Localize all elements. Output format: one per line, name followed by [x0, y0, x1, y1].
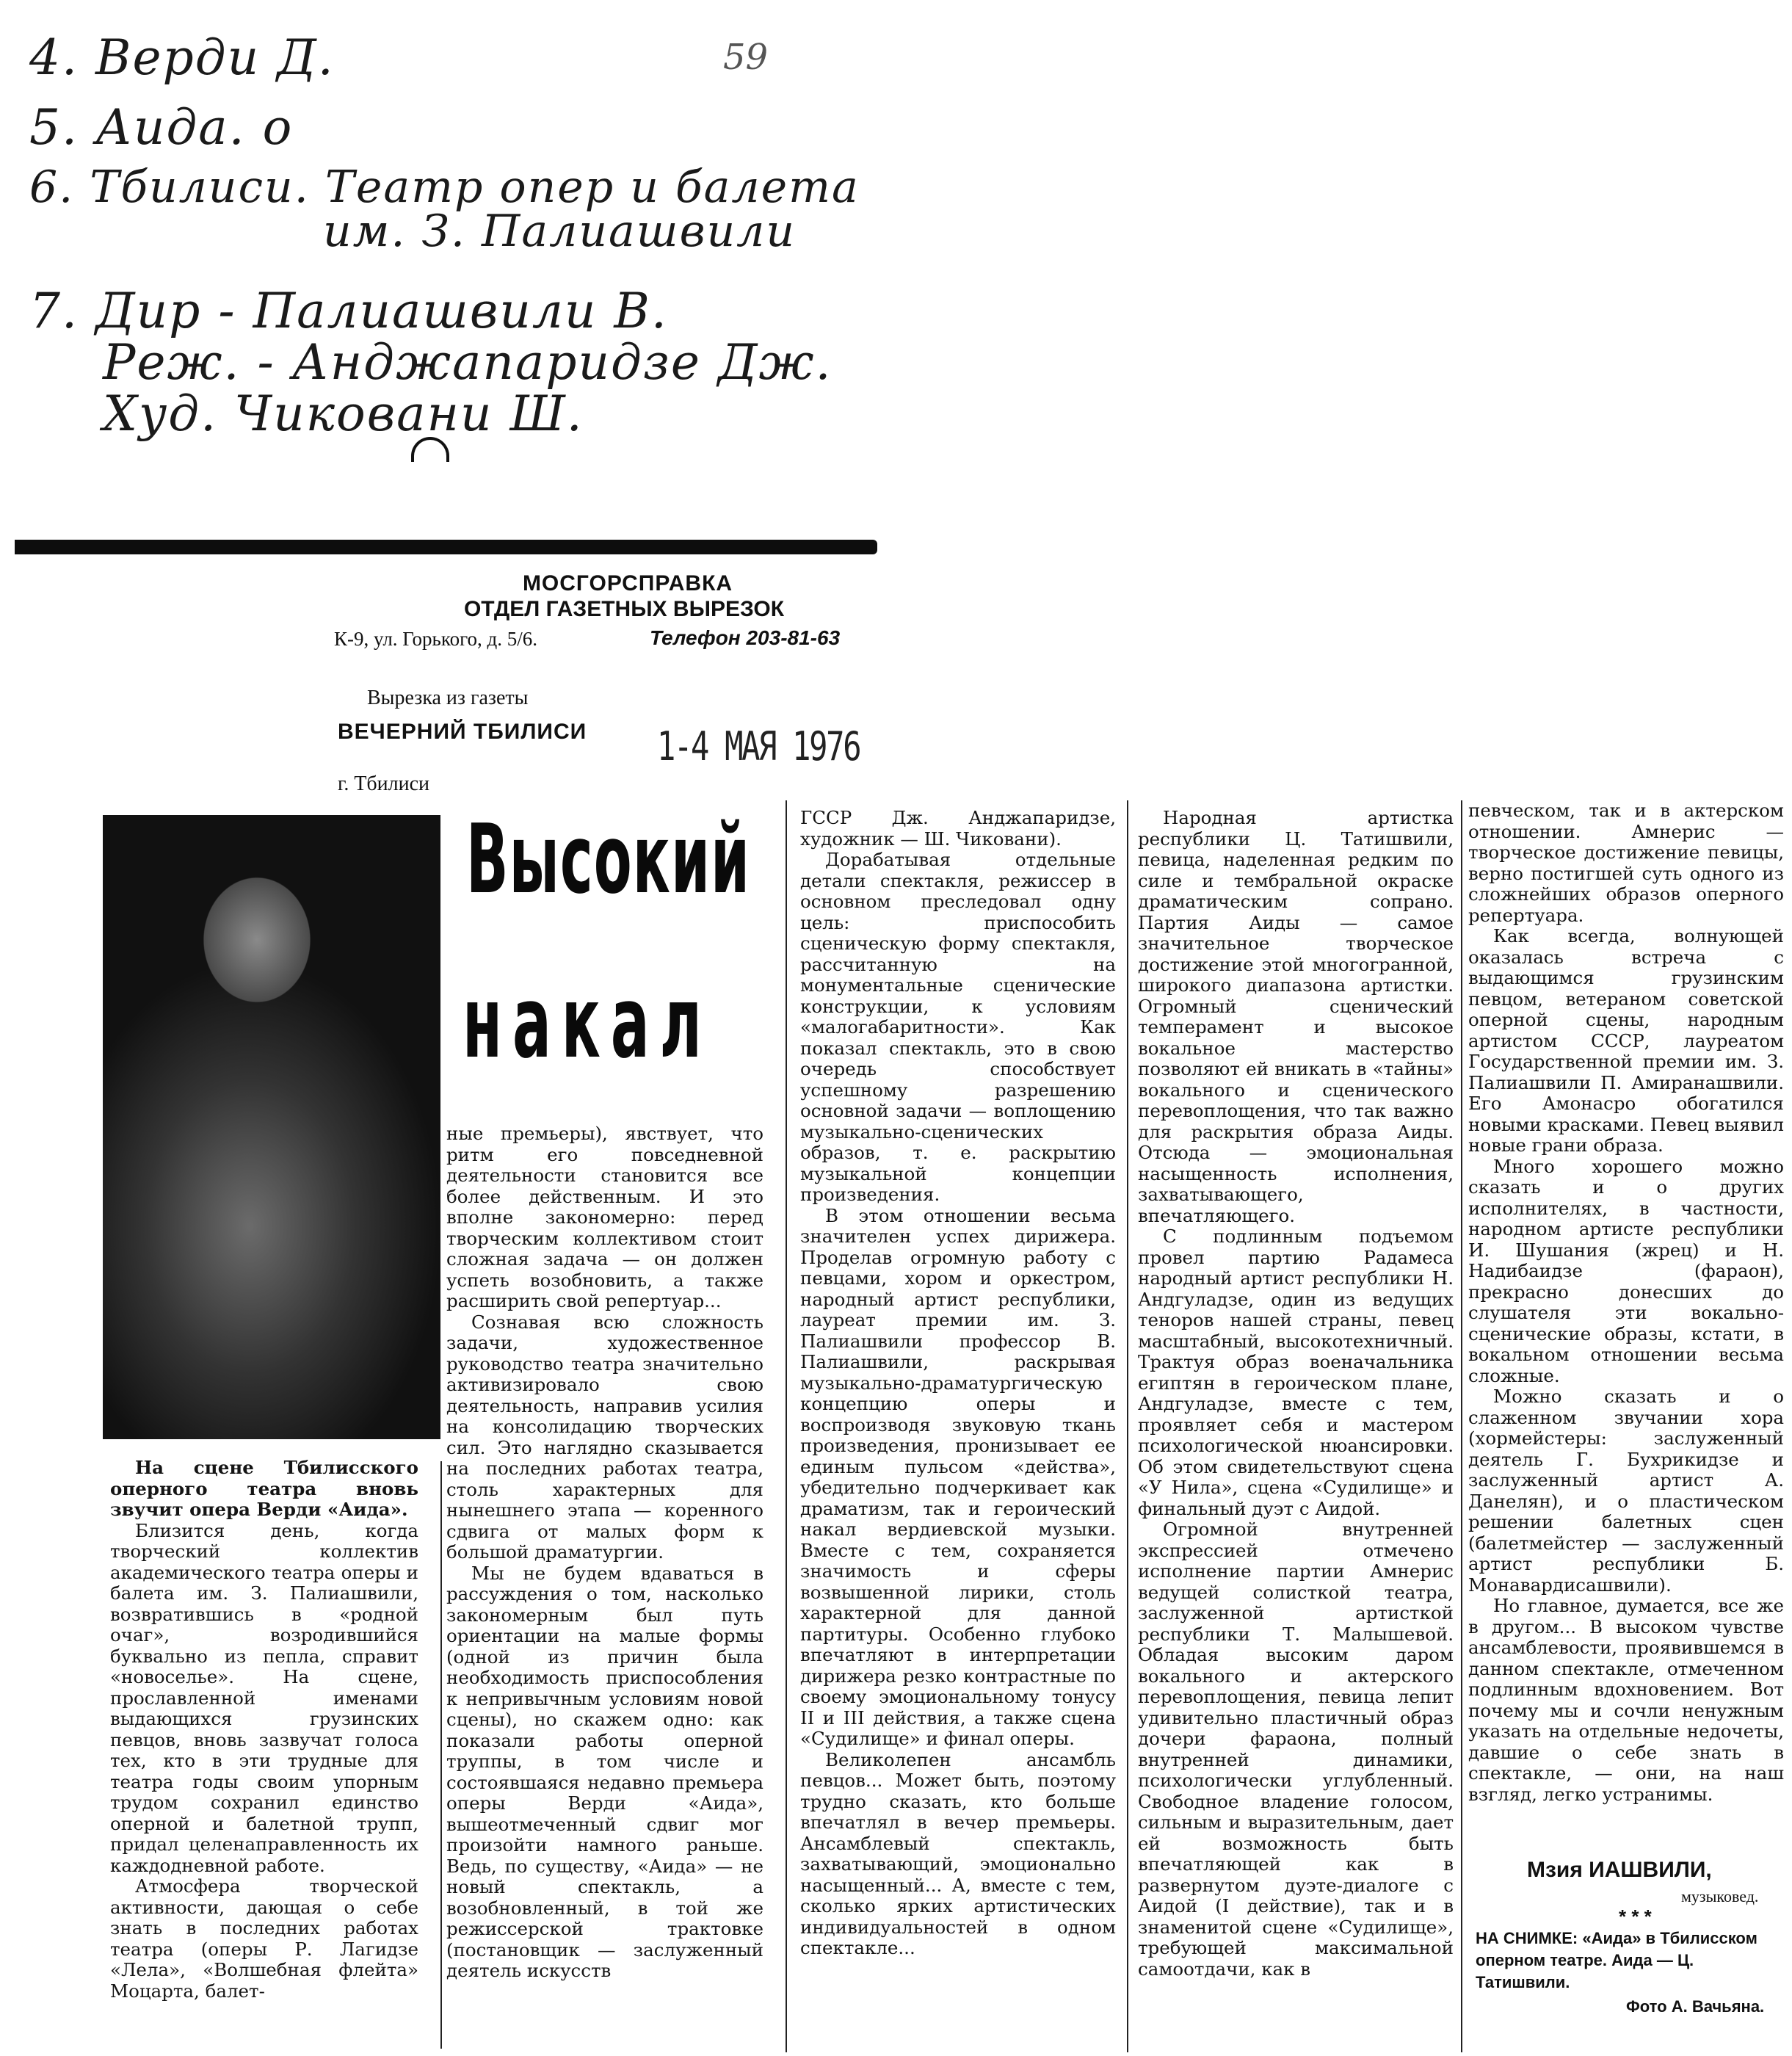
- caption-prefix: НА СНИМКЕ:: [1476, 1929, 1578, 1947]
- handwritten-line-6: 6. Тбилиси. Театр опер и балета: [29, 162, 860, 213]
- col5-para-3: Много хорошего можно сказать и о других исполнителях, в частности, народном артисте республики И. Шушания (жрец) и Н. Надибаидзе (фараон), прекрасно донесших до слушателя эти вокально-сценические образы, кстати, в вокальном отношении весьма сложные.: [1468, 1155, 1784, 1386]
- col3-para-1: ГССР Дж. Анджапаридзе, художник — Ш. Чиковани).: [800, 808, 1116, 850]
- col4-para-3: Огромной внутренней экспрессией отмечено исполнение партии Амнерис ведущей солисткой театра, заслуженной артисткой республики Т. Малышевой. Обладая высоким даром вокального и актерского перевоплощения, певица лепит удивительно пластичный образ дочери фараона, полный внутренней динамики, психологически углубленный. Свободное владение голосом, сильным и выразительным, дает ей возможность быть впечатляющей как в развернутом дуэте-диалоге с Аидой (I действие), так и в знаменитой сцене «Судилище», требующей максимальной самоотдачи, как в: [1138, 1519, 1454, 1980]
- handwritten-line-rezh: Реж. - Анджапаридзе Дж.: [103, 334, 832, 391]
- handwritten-line-7: 7. Дир - Палиашвили В.: [29, 283, 668, 339]
- clipping-label: Вырезка из газеты: [367, 687, 529, 709]
- handwritten-line-6-cont: им. З. Палиашвили: [323, 206, 797, 257]
- col5-para-2: Как всегда, волнующей оказалась встреча с выдающимся грузинским певцом, ветераном советской оперной сцены, народным артистом СССР, лауреатом Государственной премии им. З. Палиашвили П. Амиранашвили. Его Амонасро обогатился новыми красками. Певец выявил новые грани образа.: [1468, 925, 1784, 1156]
- col3-para-2: Дорабатывая отдельные детали спектакля, режиссер в основном преследовал одну цель: приспособить сценическую форму спектакля, рассчитанную на монументальные сценические конструкции, к условиям «малогабаритности». Как показал спектакль, это в свою очередь способствует успешному разрешению основной задачи — воплощению музыкально-сценических образов, т. е. раскрытию музыкальной концепции произведения.: [800, 849, 1116, 1205]
- newspaper-name: ВЕЧЕРНИЙ ТБИЛИСИ: [338, 720, 587, 744]
- col5-para-1: певческом, так и в актерском отношении. Амнерис — творческое достижение певицы, верно постигшей суть одного из сложнейших образов оперного репертуара.: [1468, 800, 1784, 926]
- col2-para-2: Сознавая всю сложность задачи, художественное руководство театра значительно активизировало свою деятельность, направив усилия на консолидацию творческих сил. Это наглядно сказывается на последних работах театра, столь характерных для нынешнего этапа — коренного сдвига от малых форм к большой драматургии.: [446, 1311, 763, 1563]
- photo-caption: [1476, 1928, 1784, 1994]
- article-column-1: [110, 1458, 418, 2052]
- top-divider: [15, 540, 877, 554]
- col1-para-1: На сцене Тбилисского оперного театра вновь звучит опера Верди «Аида».: [110, 1458, 418, 1520]
- agency-address: К-9, ул. Горького, д. 5/6.: [334, 628, 537, 650]
- col3-para-3: В этом отношении весьма значителен успех дирижера. Проделав огромную работу с певцами, хором и оркестром, народный артист республики, лауреат премии им. З. Палиашвили профессор В. Палиашвили, раскрывая музыкально-драматургическую концепцию оперы и воспроизводя звуковую ткань произведения, пронизывает ее единым пульсом «действа», убедительно подчеркивает как драматизм, так и героический накал вердиевской музыки. Вместе с тем, сохраняется значимость и сферы возвышенной лирики, столь характерной для данной партитуры. Особенно глубоко впечатляют в интерпретации дирижера резко контрастные по своему эмоциональному тонусу II и III действия, а также сцена «Судилище» и финал оперы.: [800, 1204, 1116, 1749]
- column-rule-2: [786, 800, 787, 2052]
- column-rule-1: [440, 1461, 442, 2049]
- article-column-3: [800, 808, 1116, 2052]
- col2-para-3: Мы не будем вдаваться в рассуждения о том, насколько закономерным был путь ориентации на малые формы (одной из причин была необходимость приспособления к непривычным условиям новой сцены), но скажем одно: как показали работы оперной труппы, в том числе и состоявшаяся недавно премьера оперы Верди «Аида», вышеотмеченный сдвиг мог произойти намного раньше. Ведь, по существу, «Аида» — не новый спектакль, а возобновленный, в той же режиссерской трактовке (постановщик — заслуженный деятель искусств: [446, 1562, 763, 1981]
- handwritten-line-4: 4. Верди Д.: [29, 29, 335, 86]
- column-rule-4: [1461, 800, 1462, 2052]
- column-rule-3: [1127, 800, 1128, 2052]
- agency-name: МОСГОРСПРАВКА: [522, 571, 733, 596]
- col4-para-2: С подлинным подъемом провел партию Радамеса народный артист республики Н. Андгуладзе, один из ведущих теноров нашей страны, певец масштабный, высокотехничный. Трактуя образ военачальника египтян в героическом плане, Андгуладзе, вместе с тем, проявляет себя и мастером психологической нюансировки. Об этом свидетельствуют сцена «У Нила», сцена «Судилище» и финальный дуэт с Аидой.: [1138, 1226, 1454, 1519]
- article-column-5: [1468, 800, 1784, 1843]
- caption-text: «Аида» в Тбилисском оперном театре. Аида — Ц. Татишвили.: [1476, 1929, 1757, 1991]
- headline-line-2: накал: [462, 965, 712, 1080]
- author-role: музыковед.: [1681, 1887, 1759, 1905]
- col1-para-2: Близится день, когда творческий коллектив академического театра оперы и балета им. З. Палиашвили, возвратившись в «родной очаг», возродившийся буквально из пепла, справит «новоселье». На сцене, прославленной именами выдающихся грузинских певцов, вновь зазвучат голоса тех, кто в эти трудные для театра годы своим упорным трудом сохранил единство оперной и балетной трупп, придал целенаправленность их каждодневной работе.: [110, 1519, 418, 1876]
- handwritten-line-khud: Худ. Чиковани Ш.: [103, 386, 584, 442]
- article-column-2: [446, 1123, 763, 2052]
- col5-para-4: Можно сказать и о слаженном звучании хора (хормейстеры: заслуженный деятель Г. Бухрикидзе и заслуженный артист А. Данелян), и о пластическом решении балетных сцен (балетмейстер — заслуженный артист республики Б. Монавардисашвили).: [1468, 1386, 1784, 1596]
- date-stamp: 1-4 МАЯ 1976: [657, 723, 860, 770]
- col4-para-1: Народная артистка республики Ц. Татишвили, певица, наделенная редким по силе и тембральной окраске драматическим сопрано. Партия Аиды — самое значительное творческое достижение этой многогранной, широкого диапазона артистки. Огромный сценический темперамент и высокое вокальное мастерство позволяют ей вникать в «тайны» вокального и сценического перевоплощения, что так важно для раскрытия образа Аиды. Отсюда — эмоциональная насыщенность исполнения, захватывающего, впечатляющего.: [1138, 808, 1454, 1226]
- article-column-4: [1138, 808, 1454, 2052]
- clipping-city: г. Тбилиси: [338, 772, 430, 795]
- section-stars: * * *: [1619, 1905, 1652, 1928]
- handwritten-line-5: 5. Аида. о: [29, 99, 294, 156]
- agency-phone: Телефон 203-81-63: [650, 626, 841, 649]
- page-number: 59: [723, 37, 769, 78]
- col2-para-1: ные премьеры), явствует, что ритм его повседневной деятельности становится все более действенным. И это вполне закономерно: перед творческим коллективом стоит сложная задача — он должен успеть возобновить, а также расширить свой репертуар...: [446, 1123, 763, 1311]
- col5-para-5: Но главное, думается, все же в другом... В высоком чувстве ансамблевости, проявившемся в данном спектакле, отмеченном подлинным вдохновением. Вот почему мы и сочли ненужным указать на отдельные недочеты, давшие о себе знать в спектакле, — они, на наш взгляд, легко устранимы.: [1468, 1595, 1784, 1805]
- author-signature: Мзия ИАШВИЛИ,: [1527, 1858, 1712, 1882]
- col1-para-3: Атмосфера творческой активности, дающая о себе знать в последних работах театра (оперы Р. Лагидзе «Лела», «Волшебная флейта» Моцарта, балет-: [110, 1875, 418, 2002]
- col3-para-4: Великолепен ансамбль певцов... Может быть, поэтому трудно сказать, кто больше впечатлял в вечер премьеры. Ансамблевый спектакль, захватывающий, эмоционально насыщенный... А, вместе с тем, сколько ярких артистических индивидуальностей в одном спектакле...: [800, 1748, 1116, 1958]
- agency-department: ОТДЕЛ ГАЗЕТНЫХ ВЫРЕЗОК: [463, 597, 785, 621]
- photo-credit: Фото А. Вачьяна.: [1626, 1997, 1765, 2016]
- aida-performer-photo: [103, 815, 440, 1439]
- headline-line-1: Высокий: [466, 803, 751, 915]
